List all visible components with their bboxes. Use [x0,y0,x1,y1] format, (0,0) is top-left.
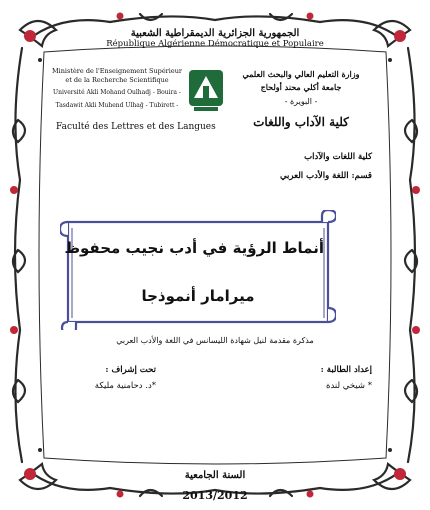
header-fr-ministry-2: et de la Recherche Scientifique [65,76,169,84]
title-scroll-banner [60,210,336,330]
header-fr-republic: République Algérienne Démocratique et Populaire [106,39,324,49]
thesis-title-line-1: أنماط الرؤية في أدب نجيب محفوظ [64,239,324,257]
header-ar-faculty: كلية الآداب واللغات [253,115,349,129]
header-fr-ministry-1: Ministère de l'Enseignement Supérieur [52,67,182,75]
department-name: قسم: اللغة والأدب العربي [279,171,372,181]
department-faculty: كلية اللغات والآداب [304,152,372,162]
header-ar-ministry: وزارة التعليم العالي والبحث العلمي [242,69,360,79]
student-label: إعداد الطالبة : [320,365,372,375]
academic-year: 2013/2012 [182,489,248,502]
university-logo-icon [186,68,226,114]
header-ar-city: - البويرة - [284,97,318,106]
academic-year-label: السنة الجامعية [184,470,246,481]
header-fr-university-1: Université Akli Mohand Oulhadj - Bouira - [53,89,181,96]
student-name: * شيخي لندة [326,381,372,391]
thesis-title-line-2: ميرامار أنموذجا [141,287,255,305]
thesis-subtitle: مذكرة مقدمة لنيل شهادة الليسانس في اللغة والأدب العربي [116,336,314,345]
header-ar-republic: الجمهورية الجزائرية الديمقراطية الشعبية [130,28,300,39]
header-ar-university: جامعة أكلي محند أولحاج [260,82,342,92]
header-fr-faculty: Faculté des Lettres et des Langues [56,122,216,132]
supervisor-name: *د. دحامنية مليكة [94,381,156,391]
header-fr-university-2: Tasdawit Akli Muhend Ulhağ - Tubirett - [55,102,179,109]
supervisor-label: تحت إشراف : [105,365,156,375]
